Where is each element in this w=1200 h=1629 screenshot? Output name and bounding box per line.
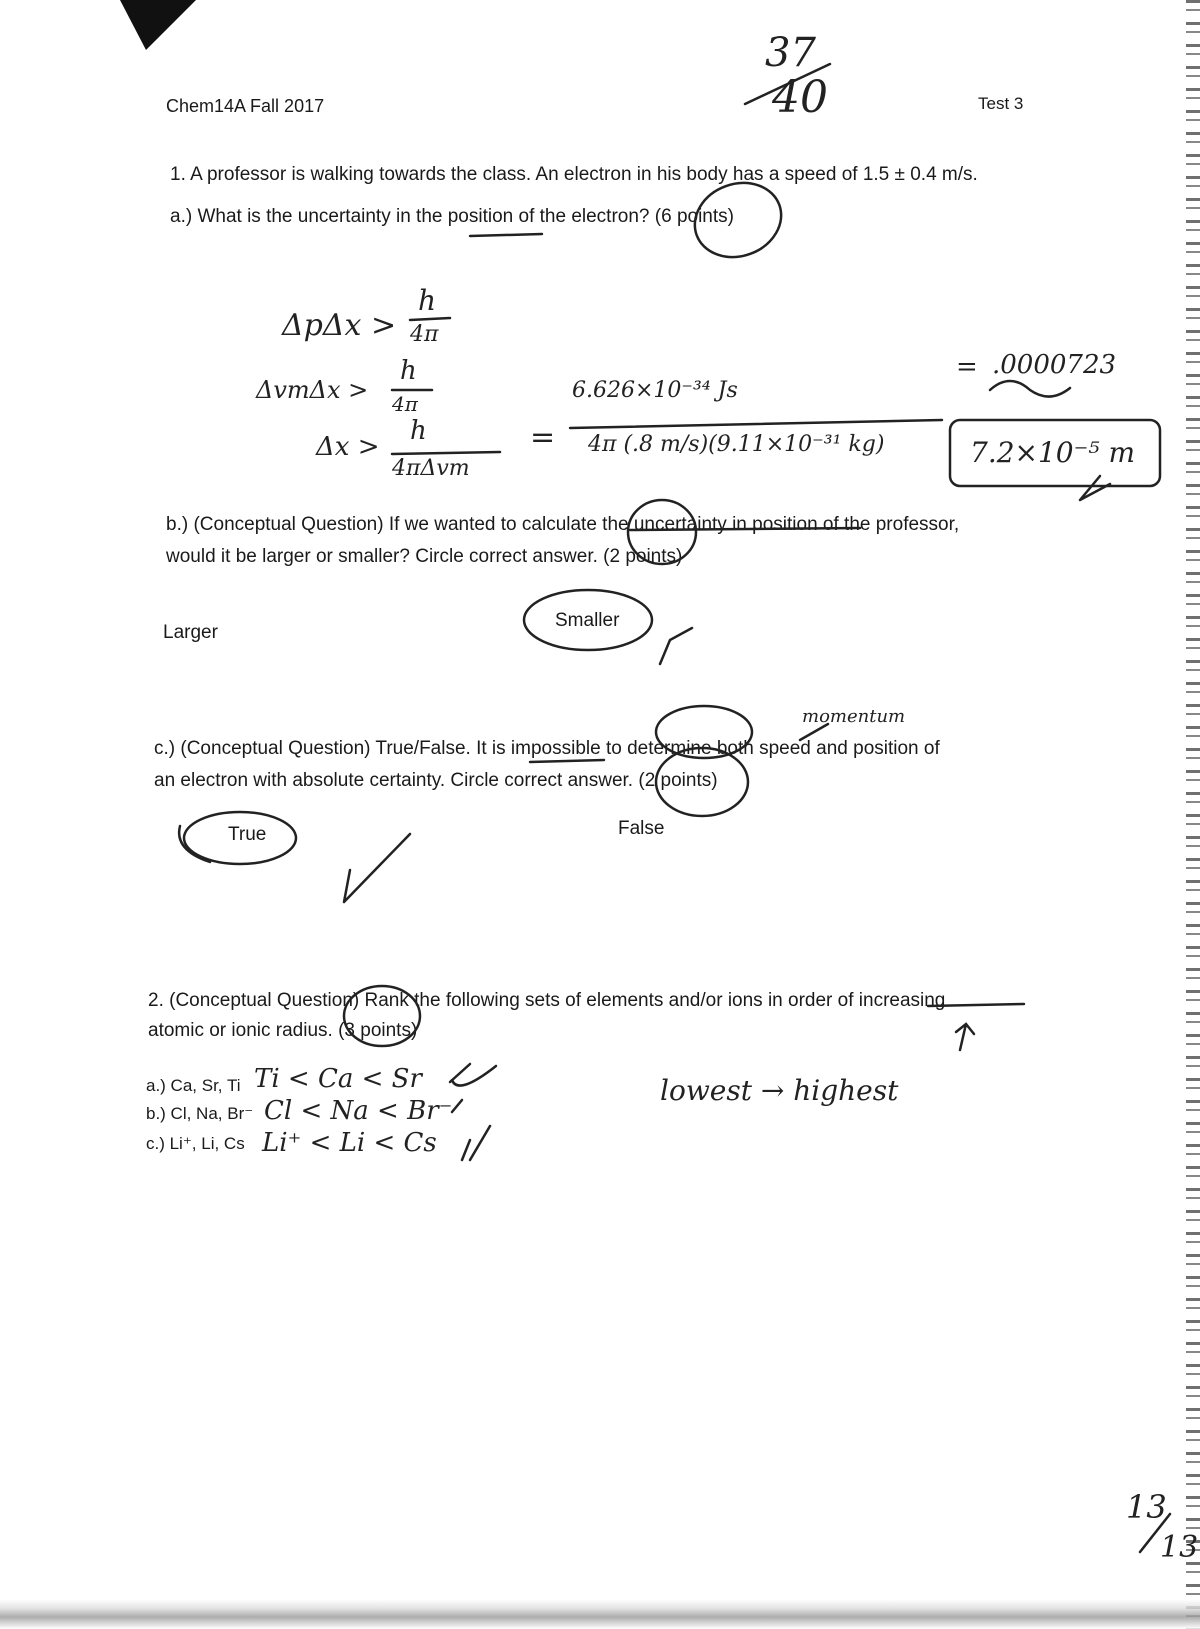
score-numerator: 37	[765, 30, 816, 76]
final-answer: 7.2×10⁻⁵ m	[970, 436, 1136, 469]
q1b-prompt-line2: would it be larger or smaller? Circle correct answer. (2 points)	[166, 546, 683, 567]
work-line3-lhs: Δx >	[316, 432, 380, 462]
option-false: False	[618, 818, 665, 839]
momentum-annotation: momentum	[802, 706, 906, 727]
work-line2-lhs: ΔvmΔx >	[256, 376, 369, 404]
position-underline	[470, 234, 542, 236]
scratch-value: .0000723	[992, 350, 1117, 380]
option-true: True	[228, 824, 267, 845]
q2-prompt-line1: 2. (Conceptual Question) Rank the following sets of elements and/or ions in order of increasing	[148, 990, 946, 1011]
check-mark	[344, 834, 410, 902]
option-larger: Larger	[163, 622, 218, 643]
calc-fraction-bar	[570, 420, 942, 428]
check-mark	[452, 1100, 462, 1112]
increasing-underline	[928, 1004, 1024, 1006]
q1a-prompt: a.) What is the uncertainty in the position of the electron? (6 points)	[170, 206, 734, 227]
q2-item-answer: Ti < Ca < Sr	[254, 1064, 422, 1094]
determine-circle	[656, 706, 752, 758]
q2-prompt-line2: atomic or ionic radius. (3 points)	[148, 1020, 418, 1041]
q1-stem: 1. A professor is walking towards the class. An electron in his body has a speed of 1.5 ± 0.4 m/s.	[170, 164, 978, 185]
option-smaller: Smaller	[555, 610, 620, 631]
work-line3-numerator: h	[410, 416, 427, 446]
final-answer-box	[950, 420, 1160, 486]
order-note: lowest → highest	[660, 1074, 899, 1107]
check-mark	[660, 628, 692, 664]
q1c-prompt-line2: an electron with absolute certainty. Circle correct answer. (2 points)	[154, 770, 718, 791]
check-mark	[450, 1064, 496, 1086]
points-circle	[684, 171, 791, 269]
score-denominator: 40	[772, 72, 828, 123]
work-line1-lhs: ΔpΔx >	[282, 308, 397, 343]
check-mark	[462, 1126, 490, 1160]
test-title: Test 3	[978, 94, 1024, 113]
smaller-circle	[524, 590, 652, 650]
q1b-prompt-line1: b.) (Conceptual Question) If we wanted to calculate the uncertainty in position of the professor,	[166, 514, 960, 535]
uncertainty-underline	[630, 528, 860, 530]
work-line1-numerator: h	[418, 284, 437, 317]
equals-sign-2: =	[956, 352, 978, 382]
radius-circle	[344, 986, 420, 1046]
q2-item-label: b.) Cl, Na, Br⁻	[146, 1104, 254, 1123]
q1c-prompt-line1: c.) (Conceptual Question) True/False. It is impossible to determine both speed and position of	[154, 738, 940, 759]
q2-item-answer: Li⁺ < Li < Cs	[262, 1128, 437, 1158]
work-line3-denominator: 4πΔvm	[392, 456, 470, 481]
work-line2-denominator: 4π	[392, 392, 418, 416]
equals-sign-1: =	[530, 420, 556, 455]
calc-numerator: 6.626×10⁻³⁴ Js	[572, 378, 738, 403]
up-arrow-icon	[956, 1024, 974, 1050]
q2-item-label: c.) Li⁺, Li, Cs	[146, 1134, 245, 1153]
page-score-denominator: 13	[1160, 1530, 1199, 1565]
q2-item-label: a.) Ca, Sr, Ti	[146, 1076, 241, 1095]
calc-denominator: 4π (.8 m/s)(9.11×10⁻³¹ kg)	[588, 432, 885, 457]
score-fraction-bar	[745, 64, 830, 104]
b-points-circle	[628, 500, 696, 564]
page-score-numerator: 13	[1126, 1488, 1167, 1526]
q2-item-answer: Cl < Na < Br⁻	[264, 1096, 453, 1126]
work-line1-denominator: 4π	[410, 322, 439, 347]
true-circle	[184, 812, 296, 864]
work-line2-numerator: h	[400, 356, 417, 386]
course-title: Chem14A Fall 2017	[166, 96, 325, 116]
